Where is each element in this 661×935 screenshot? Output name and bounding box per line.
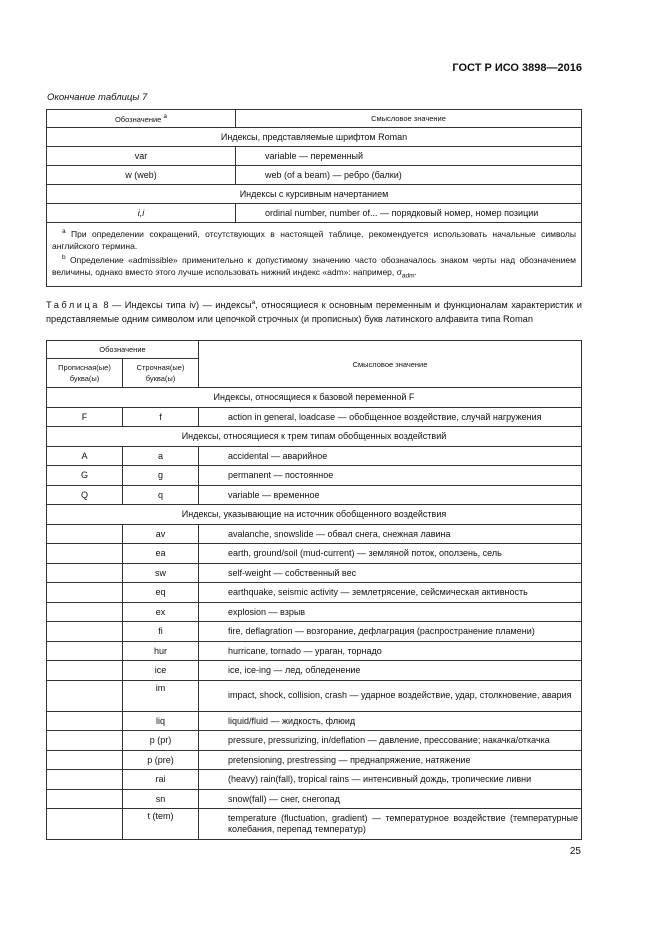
meaning-cell: fire, deflagration — возгорание, дефлаграция (распространение пламени) xyxy=(199,622,582,642)
table-row xyxy=(47,789,582,809)
lower-letter-cell: sn xyxy=(123,789,199,809)
lower-letter-cell: liq xyxy=(123,711,199,731)
symbol-cell: w (web) xyxy=(47,166,236,185)
upper-letter-cell: F xyxy=(47,407,123,427)
meaning-cell: snow(fall) — снег, снегопад xyxy=(199,789,582,809)
meaning-cell: avalanche, snowslide — обвал снега, снежная лавина xyxy=(199,524,582,544)
upper-letter-cell xyxy=(47,622,123,642)
meaning-cell: pressure, pressurizing, in/deflation — давление, прессование; накачка/откачка xyxy=(199,731,582,751)
meaning-cell: pretensioning, prestressing — преднапряжение, натяжение xyxy=(199,750,582,770)
table-row xyxy=(47,680,582,711)
lower-letter-cell: ex xyxy=(123,602,199,622)
table-row xyxy=(47,485,582,505)
upper-letter-cell xyxy=(47,524,123,544)
lower-letter-cell: t (tem) xyxy=(123,809,199,840)
meaning-cell: self-weight — собственный вес xyxy=(199,563,582,583)
table8-col-lower: Строчная(ые) буква(ы) xyxy=(123,359,199,388)
standard-designation: ГОСТ Р ИСО 3898—2016 xyxy=(452,62,582,74)
lower-letter-cell: q xyxy=(123,485,199,505)
upper-letter-cell xyxy=(47,711,123,731)
table7-footnotes xyxy=(47,223,582,287)
upper-letter-cell xyxy=(47,809,123,840)
table-row xyxy=(47,602,582,622)
table-row xyxy=(47,166,582,185)
meaning-cell: web (of a beam) — ребро (балки) xyxy=(236,166,582,185)
meaning-cell: accidental — аварийное xyxy=(199,446,582,466)
table-row xyxy=(47,204,582,223)
lower-letter-cell: p (pr) xyxy=(123,731,199,751)
lower-letter-cell: ea xyxy=(123,544,199,564)
upper-letter-cell xyxy=(47,680,123,711)
table7-continuation-label: Окончание таблицы 7 xyxy=(47,92,148,103)
upper-letter-cell xyxy=(47,583,123,603)
meaning-cell: permanent — постоянное xyxy=(199,466,582,486)
table-7 xyxy=(46,109,582,287)
table-row xyxy=(47,446,582,466)
upper-letter-cell xyxy=(47,789,123,809)
lower-letter-cell: p (pre) xyxy=(123,750,199,770)
table8-col-upper: Прописная(ые) буква(ы) xyxy=(47,359,123,388)
table7-section-row xyxy=(47,128,582,147)
table-row xyxy=(47,731,582,751)
meaning-cell: action in general, loadcase — обобщенное воздействие, случай нагружения xyxy=(199,407,582,427)
lower-letter-cell: ice xyxy=(123,661,199,681)
lower-letter-cell: av xyxy=(123,524,199,544)
table-row xyxy=(47,809,582,840)
meaning-cell: impact, shock, collision, crash — ударное воздействие, удар, столкновение, авария xyxy=(199,680,582,711)
table-row xyxy=(47,661,582,681)
upper-letter-cell xyxy=(47,750,123,770)
table7-section-title: Индексы, представляемые шрифтом Roman xyxy=(47,128,582,147)
lower-letter-cell: a xyxy=(123,446,199,466)
table-row xyxy=(47,466,582,486)
table-row xyxy=(47,750,582,770)
upper-letter-cell xyxy=(47,602,123,622)
lower-letter-cell: im xyxy=(123,680,199,711)
table-row xyxy=(47,524,582,544)
table7-section-row xyxy=(47,185,582,204)
table8-section-row xyxy=(47,427,582,447)
table-row xyxy=(47,711,582,731)
meaning-cell: variable — переменный xyxy=(236,147,582,166)
upper-letter-cell: G xyxy=(47,466,123,486)
meaning-cell: liquid/fluid — жидкость, флюид xyxy=(199,711,582,731)
lower-letter-cell: g xyxy=(123,466,199,486)
table8-section-title: Индексы, относящиеся к базовой переменной F xyxy=(47,388,582,408)
table8-caption: Таблица 8 — Индексы типа iv) — индексы$^a$, относящиеся к основным переменным и функционалам характеристик и представляемые одним символом или цепочкой строчных (и прописных) букв латинского алфавита типа Roman xyxy=(46,299,582,324)
upper-letter-cell xyxy=(47,770,123,790)
meaning-cell: explosion — взрыв xyxy=(199,602,582,622)
meaning-cell: earthquake, seismic activity — землетрясение, сейсмическая активность xyxy=(199,583,582,603)
table-row xyxy=(47,641,582,661)
table7-section-title: Индексы с курсивным начертанием xyxy=(47,185,582,204)
table8-header-row-1 xyxy=(47,341,582,359)
meaning-cell: temperature (fluctuation, gradient) — температурное воздействие (температурные колебания, перепад температур) xyxy=(199,809,582,840)
table-row xyxy=(47,770,582,790)
table8-section-title: Индексы, указывающие на источник обобщенного воздействия xyxy=(47,505,582,525)
upper-letter-cell xyxy=(47,731,123,751)
footnote-a: $^a$ При определении сокращений, отсутствующих в настоящей таблице, рекомендуется использовать начальные символы английского термина. xyxy=(52,228,576,251)
table7-header-row xyxy=(47,110,582,128)
table-row xyxy=(47,544,582,564)
meaning-cell: hurricane, tornado — ураган, торнадо xyxy=(199,641,582,661)
table-row xyxy=(47,583,582,603)
upper-letter-cell xyxy=(47,641,123,661)
symbol-cell: var xyxy=(47,147,236,166)
upper-letter-cell xyxy=(47,544,123,564)
upper-letter-cell: Q xyxy=(47,485,123,505)
table8-col-meaning: Смысловое значение xyxy=(199,341,582,388)
lower-letter-cell: rai xyxy=(123,770,199,790)
table8-section-title: Индексы, относящиеся к трем типам обобщенных воздействий xyxy=(47,427,582,447)
meaning-cell: ordinal number, number of... — порядковый номер, номер позиции xyxy=(236,204,582,223)
meaning-cell: earth, ground/soil (mud-current) — земляной поток, оползень, сель xyxy=(199,544,582,564)
table8-section-row xyxy=(47,505,582,525)
table8-col-group-designation: Обозначение xyxy=(47,341,199,359)
upper-letter-cell: A xyxy=(47,446,123,466)
meaning-cell: (heavy) rain(fall), tropical rains — интенсивный дождь, тропические ливни xyxy=(199,770,582,790)
lower-letter-cell: f xyxy=(123,407,199,427)
lower-letter-cell: hur xyxy=(123,641,199,661)
upper-letter-cell xyxy=(47,563,123,583)
table-8 xyxy=(46,340,582,840)
table-row xyxy=(47,147,582,166)
symbol-cell: i,i xyxy=(47,204,236,223)
table-row xyxy=(47,563,582,583)
meaning-cell: ice, ice-ing — лед, обледенение xyxy=(199,661,582,681)
lower-letter-cell: eq xyxy=(123,583,199,603)
lower-letter-cell: fi xyxy=(123,622,199,642)
table8-section-row xyxy=(47,388,582,408)
table7-col-designation: Обозначение $^a$ xyxy=(47,110,236,128)
lower-letter-cell: sw xyxy=(123,563,199,583)
table7-col-meaning: Смысловое значение xyxy=(236,110,582,128)
meaning-cell: variable — временное xyxy=(199,485,582,505)
table-row xyxy=(47,407,582,427)
page-number: 25 xyxy=(569,846,581,857)
upper-letter-cell xyxy=(47,661,123,681)
table-row xyxy=(47,622,582,642)
footnote-b: $^b$ Определение «admissible» применительно к допустимому значению часто обозначалось знаком черты над обозначением величины, однако вместо этого лучше использовать нижний индекс «adm»: например, $\sigma_{adm}$. xyxy=(52,254,576,280)
